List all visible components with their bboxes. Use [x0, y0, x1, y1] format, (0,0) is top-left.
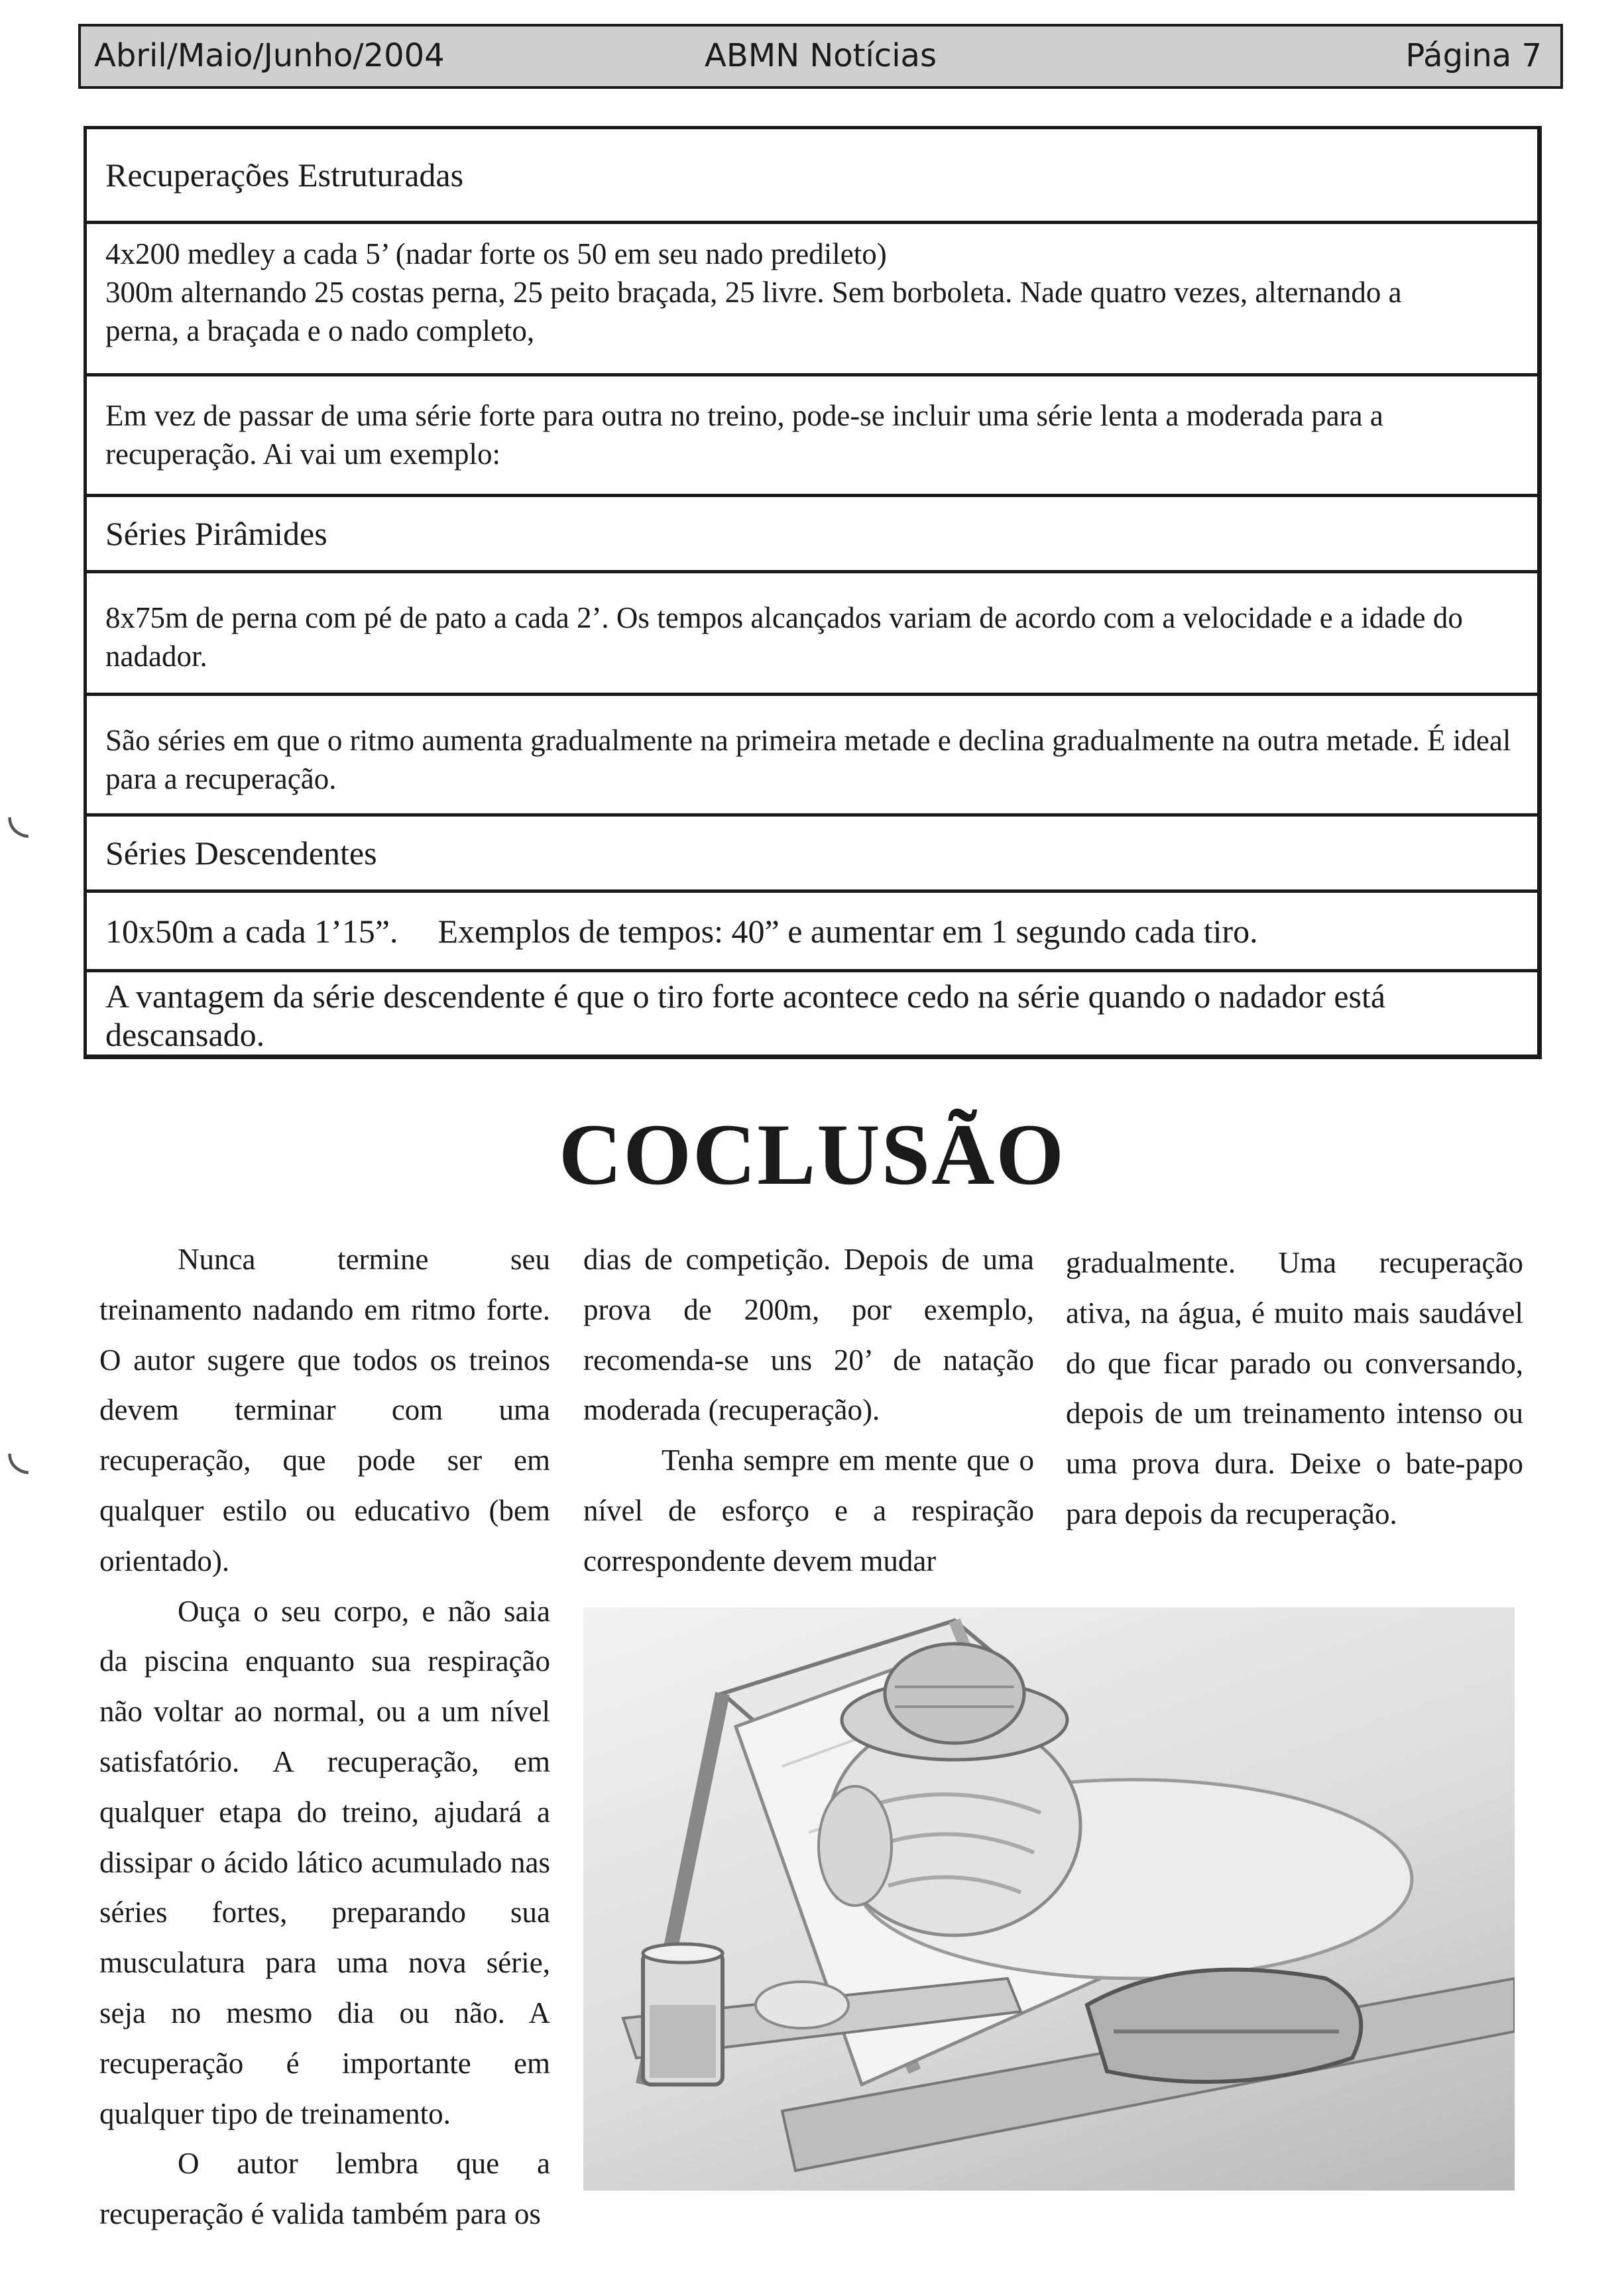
- section-title-descending: [87, 813, 1537, 889]
- paragraph: Ouça o seu corpo, e não saia da piscina enquanto sua respiração não voltar ao normal, ou a um nível satisfatório. A recuperação, em qualquer etapa do treino, ajudará a dissipar o ácido lático acumulado nas séries fortes, preparando sua musculatura para uma nova série, seja no mesmo dia ou não. A recuperação é importante em qualquer tipo de treinamento.: [99, 1594, 550, 2130]
- section-title-pyramid: [87, 494, 1537, 570]
- paragraph: O autor lembra que a recuperação é valida também para os: [99, 2147, 550, 2231]
- structured-line-1: 4x200 medley a cada 5’ (nadar forte os 50 em seu nado predileto): [105, 237, 887, 270]
- section-structured-content: [87, 221, 1537, 373]
- scan-mark: ◟: [8, 1418, 29, 1480]
- training-table: [84, 126, 1542, 1059]
- descending-description: [87, 969, 1537, 1058]
- page-number: Página 7: [1405, 37, 1542, 74]
- puppy-photo: [583, 1607, 1515, 2191]
- paragraph: Tenha sempre em mente que o nível de esforço e a respiração correspondente devem mudar: [583, 1444, 1034, 1577]
- descending-example-times: Exemplos de tempos: 40” e aumentar em 1 segundo cada tiro.: [437, 912, 1258, 950]
- structured-line-2: 300m alternando 25 costas perna, 25 peito braçada, 25 livre. Sem borboleta. Nade quatro vezes, alternando a: [105, 276, 1402, 309]
- section-title-text: Séries Pirâmides: [105, 515, 327, 552]
- section-title-text: Recuperações Estruturadas: [105, 156, 464, 194]
- page-header: [78, 24, 1563, 89]
- issue-date: Abril/Maio/Junho/2004: [94, 37, 445, 74]
- descending-description-text: A vantagem da série descendente é que o tiro forte acontece cedo na série quando o nadador está descansado.: [105, 977, 1386, 1053]
- paragraph: gradualmente. Uma recuperação ativa, na água, é muito mais saudável do que ficar parado ou conversando, depois de um treinamento intenso ou uma prova dura. Deixe o bate-papo para depois da recuperação.: [1066, 1246, 1523, 1530]
- article-column-3: [1066, 1238, 1523, 1540]
- paragraph: dias de competição. Depois de uma prova de 200m, por exemplo, recomenda-se uns 20’ de natação moderada (recuperação).: [583, 1243, 1034, 1427]
- descending-example: [87, 889, 1537, 969]
- descending-example-set: 10x50m a cada 1’15”.: [105, 912, 398, 950]
- pyramid-example: 8x75m de perna com pé de pato a cada 2’. Os tempos alcançados variam de acordo com a velocidade e a idade do nadador.: [87, 570, 1537, 693]
- structured-line-3: perna, a braçada e o nado completo,: [105, 314, 535, 347]
- article-title: COCLUSÃO: [558, 1106, 1066, 1203]
- puppy-illustration: [583, 1607, 1515, 2191]
- section-title-text: Séries Descendentes: [105, 834, 377, 872]
- pyramid-description: São séries em que o ritmo aumenta gradualmente na primeira metade e declina gradualmente na outra metade. É ideal para a recuperação.: [87, 693, 1537, 813]
- section-title-structured: [87, 129, 1537, 221]
- scan-mark: ◟: [8, 782, 29, 844]
- publication-name: ABMN Notícias: [705, 37, 937, 74]
- article-column-1: [99, 1235, 550, 2240]
- intro-text: Em vez de passar de uma série forte para outra no treino, pode-se incluir uma série lenta a moderada para a recuperação. Ai vai um exemplo:: [87, 373, 1537, 494]
- paragraph: Nunca termine seu treinamento nadando em ritmo forte. O autor sugere que todos os treinos devem terminar com uma recuperação, que pode ser em qualquer estilo ou educativo (bem orientado).: [99, 1243, 550, 1577]
- article-column-2: [583, 1235, 1034, 1587]
